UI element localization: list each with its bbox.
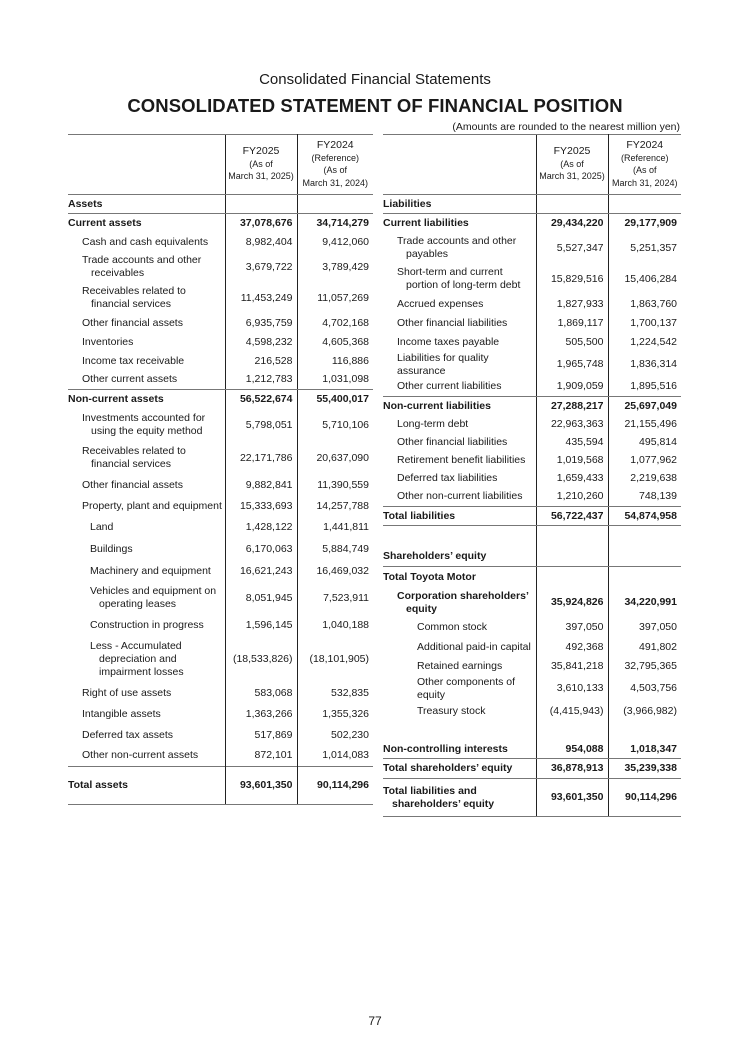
value-fy2025: 1,965,748 (536, 352, 608, 378)
value-fy2025: 954,088 (536, 741, 608, 759)
value-fy2025: 1,827,933 (536, 295, 608, 314)
sub-item-row (68, 561, 373, 582)
liabilities-equity-table (383, 134, 681, 817)
section-label: Liabilities (383, 195, 536, 214)
row-label: Less - Accumulated depreciation and impairment losses (90, 640, 184, 678)
row-label: Other financial assets (82, 478, 183, 491)
line-item-row (68, 496, 373, 517)
line-item-row (383, 333, 681, 352)
total-row (383, 759, 681, 779)
row-label: Other current assets (68, 371, 225, 390)
value-fy2024: (18,101,905) (309, 653, 369, 665)
units-note: (Amounts are rounded to the nearest million yen) (452, 121, 680, 133)
value-fy2025: 435,594 (536, 434, 608, 452)
value-fy2024: 1,895,516 (608, 378, 681, 397)
value-fy2024: 54,874,958 (608, 507, 681, 526)
spacer-row (383, 721, 681, 741)
row-label: Buildings (90, 543, 133, 555)
row-label: Receivables related to financial services (82, 285, 186, 310)
value-fy2025: 3,610,133 (536, 676, 608, 702)
value-fy2025: 37,078,676 (225, 214, 297, 233)
sub-item-row (68, 539, 373, 561)
row-label: Inventories (82, 335, 134, 348)
section-row (383, 195, 681, 214)
column-header-fy2024: FY2024 (Reference) (As of March 31, 2024) (608, 135, 681, 195)
value-fy2024: 34,220,991 (624, 596, 677, 608)
row-label: Non-controlling interests (383, 741, 536, 759)
value-fy2024: 116,886 (331, 354, 369, 367)
value-fy2024: 21,155,496 (624, 418, 677, 430)
value-fy2025: 1,909,059 (536, 378, 608, 397)
line-item-row (383, 488, 681, 507)
sub-item-row (383, 618, 681, 638)
row-label: Receivables related to financial services (82, 445, 186, 470)
line-item-row (68, 283, 373, 314)
row-label: Retirement benefit liabilities (397, 454, 526, 466)
line-item-row (383, 295, 681, 314)
value-fy2025: 11,453,249 (225, 283, 297, 314)
row-label: Right of use assets (82, 686, 172, 699)
row-label: Current assets (68, 216, 142, 229)
value-fy2024: 1,031,098 (297, 371, 373, 390)
line-item-row (383, 314, 681, 333)
value-fy2024: 5,710,106 (322, 418, 369, 431)
value-fy2025: 35,841,218 (536, 657, 608, 676)
value-fy2024: 502,230 (331, 728, 369, 741)
row-label: Short-term and current portion of long-term debt (397, 266, 521, 291)
value-fy2024: 491,802 (639, 640, 677, 653)
line-item-row (68, 746, 373, 767)
value-fy2025: 1,596,145 (225, 615, 297, 637)
row-label: Other non-current liabilities (383, 488, 536, 507)
subtotal-row (383, 741, 681, 759)
value-fy2025: 27,288,217 (536, 397, 608, 416)
row-label: Land (90, 521, 114, 533)
row-label: Property, plant and equipment (82, 499, 222, 512)
value-fy2024: 1,014,083 (322, 749, 369, 762)
column-header-fy2025: FY2025 (As of March 31, 2025) (225, 135, 297, 195)
value-fy2024: (3,966,982) (623, 704, 677, 717)
value-fy2024: 4,605,368 (322, 335, 369, 348)
value-fy2024: 90,114,296 (297, 767, 373, 805)
row-label: Long-term debt (397, 418, 469, 430)
value-fy2025: 6,170,063 (225, 539, 297, 561)
sub-item-row (68, 615, 373, 637)
value-fy2025: 36,878,913 (536, 759, 608, 779)
value-fy2024: 11,057,269 (317, 291, 369, 304)
line-item-row (68, 233, 373, 252)
subtotal-row (68, 214, 373, 233)
value-fy2024: 1,018,347 (608, 741, 681, 759)
value-fy2025: 22,171,786 (225, 442, 297, 475)
sub-item-row (383, 657, 681, 676)
value-fy2024: 5,251,357 (630, 241, 677, 254)
value-fy2024: 4,503,756 (630, 682, 677, 694)
line-item-row (68, 371, 373, 390)
value-fy2024: 532,835 (331, 686, 369, 699)
value-fy2024: 32,795,365 (624, 659, 677, 672)
row-label: Cash and cash equivalents (82, 235, 209, 248)
line-item-row (68, 475, 373, 496)
value-fy2024: 4,702,168 (322, 316, 369, 329)
line-item-row (383, 470, 681, 488)
value-fy2025: 5,527,347 (536, 233, 608, 264)
line-item-row (68, 314, 373, 333)
row-label: Machinery and equipment (90, 564, 211, 577)
line-item-row (68, 333, 373, 352)
row-label: Total assets (68, 767, 225, 805)
subtotal-row (383, 397, 681, 416)
value-fy2024: 748,139 (608, 488, 681, 507)
value-fy2024: 7,523,911 (323, 591, 369, 604)
value-fy2025: 1,363,266 (225, 704, 297, 725)
line-item-row (68, 352, 373, 371)
value-fy2025: 29,434,220 (536, 214, 608, 233)
value-fy2025: 216,528 (225, 352, 297, 371)
line-item-row (68, 252, 373, 283)
value-fy2024: 5,884,749 (322, 543, 369, 555)
line-item-row (68, 442, 373, 475)
row-label: Accrued expenses (397, 297, 484, 310)
value-fy2024: 25,697,049 (624, 399, 677, 412)
row-label: Total Toyota Motor (383, 570, 476, 583)
row-label: Trade accounts and other receivables (82, 254, 202, 279)
value-fy2024: 1,077,962 (630, 454, 677, 466)
sub-item-row (68, 582, 373, 615)
row-label: Non-current liabilities (383, 399, 491, 412)
sub-item-row (68, 517, 373, 539)
line-item-row (68, 683, 373, 704)
row-label: Intangible assets (82, 707, 161, 720)
value-fy2024: 14,257,788 (316, 499, 369, 512)
value-fy2024: 3,789,429 (322, 260, 369, 273)
header-blank (68, 135, 225, 195)
sub-item-row (383, 676, 681, 702)
row-label: Non-current assets (68, 392, 164, 405)
row-label: Additional paid-in capital (417, 640, 531, 653)
value-fy2024: 34,714,279 (316, 216, 369, 229)
row-label: Other financial liabilities (397, 316, 508, 329)
section-row (68, 195, 373, 214)
value-fy2025: 505,500 (536, 333, 608, 352)
line-item-row (383, 434, 681, 452)
row-label: Income taxes payable (397, 335, 500, 348)
group-heading-row (383, 567, 681, 588)
row-label: Trade accounts and other payables (397, 235, 517, 260)
sub-item-row (383, 638, 681, 657)
row-label: Common stock (417, 621, 488, 633)
line-item-row (383, 378, 681, 397)
sub-item-row (383, 702, 681, 721)
row-label: Deferred tax assets (82, 728, 174, 741)
value-fy2025: 1,212,783 (225, 371, 297, 390)
line-item-row (383, 352, 681, 378)
value-fy2024: 1,700,137 (630, 316, 677, 329)
total-row (68, 767, 373, 805)
value-fy2024: 11,390,559 (317, 478, 369, 491)
page-number: 77 (368, 1014, 382, 1028)
value-fy2025: 3,679,722 (225, 252, 297, 283)
row-label: Treasury stock (417, 704, 486, 717)
row-label: Investments accounted for using the equity method (82, 412, 206, 437)
value-fy2025: (18,533,826) (225, 637, 297, 683)
value-fy2024: 29,177,909 (624, 216, 677, 229)
row-label: Vehicles and equipment on operating leases (90, 585, 217, 610)
value-fy2024: 2,219,638 (630, 472, 677, 484)
row-label: Construction in progress (90, 619, 204, 631)
value-fy2024: 495,814 (639, 436, 677, 448)
row-label: Total liabilities (383, 507, 536, 526)
sub-item-row (68, 637, 373, 683)
value-fy2025: 9,882,841 (225, 475, 297, 496)
section-label: Shareholders’ equity (383, 550, 536, 567)
value-fy2025: 22,963,363 (536, 416, 608, 434)
row-label: Total liabilities and shareholders’ equity (383, 779, 536, 817)
line-item-row (68, 704, 373, 725)
row-label: Other non-current assets (82, 749, 199, 762)
value-fy2025: 492,368 (536, 638, 608, 657)
value-fy2024: 20,637,090 (316, 451, 369, 464)
value-fy2025: 1,210,260 (536, 488, 608, 507)
subtotal-row (383, 588, 681, 618)
section-row (383, 550, 681, 567)
value-fy2024: 1,441,811 (323, 521, 369, 533)
value-fy2025: 8,051,945 (225, 582, 297, 615)
line-item-row (383, 416, 681, 434)
header-blank (383, 135, 536, 195)
line-item-row (68, 409, 373, 442)
value-fy2025: 8,982,404 (225, 233, 297, 252)
subtotal-row (68, 390, 373, 409)
value-fy2024: 16,469,032 (316, 564, 369, 577)
row-label: Other components of equity (417, 675, 516, 701)
spacer-row (383, 526, 681, 550)
value-fy2025: 93,601,350 (225, 767, 297, 805)
line-item-row (68, 725, 373, 746)
value-fy2025: (4,415,943) (536, 702, 608, 721)
value-fy2025: 16,621,243 (225, 561, 297, 582)
value-fy2025: 1,659,433 (536, 470, 608, 488)
subtotal-row (383, 214, 681, 233)
line-item-row (383, 452, 681, 470)
value-fy2025: 56,722,437 (536, 507, 608, 526)
value-fy2024: 90,114,296 (608, 779, 681, 817)
value-fy2025: 1,869,117 (536, 314, 608, 333)
total-row (383, 507, 681, 526)
row-label: Other current liabilities (383, 378, 536, 397)
document-section-title: Consolidated Financial Statements (259, 71, 491, 88)
value-fy2024: 35,239,338 (608, 759, 681, 779)
grand-total-row (383, 779, 681, 817)
value-fy2024: 55,400,017 (316, 392, 369, 405)
row-label: Corporation shareholders’ equity (397, 589, 529, 615)
line-item-row (383, 264, 681, 295)
value-fy2025: 1,428,122 (225, 517, 297, 539)
value-fy2025: 5,798,051 (225, 409, 297, 442)
row-label: Total shareholders’ equity (383, 759, 536, 779)
value-fy2025: 6,935,759 (225, 314, 297, 333)
value-fy2024: 9,412,060 (322, 235, 369, 248)
value-fy2024: 397,050 (639, 621, 677, 633)
row-label: Retained earnings (417, 659, 503, 672)
row-label: Other financial liabilities (397, 436, 508, 448)
value-fy2025: 93,601,350 (536, 779, 608, 817)
value-fy2025: 15,829,516 (536, 264, 608, 295)
value-fy2025: 397,050 (536, 618, 608, 638)
column-header-fy2025: FY2025 (As of March 31, 2025) (536, 135, 608, 195)
value-fy2024: 1,836,314 (630, 358, 677, 370)
column-header-fy2024: FY2024 (Reference) (As of March 31, 2024) (297, 135, 373, 195)
value-fy2025: 1,019,568 (536, 452, 608, 470)
row-label: Liabilities for quality assurance (397, 351, 489, 377)
value-fy2025: 15,333,693 (225, 496, 297, 517)
value-fy2025: 517,869 (225, 725, 297, 746)
value-fy2025: 35,924,826 (536, 588, 608, 618)
row-label: Deferred tax liabilities (397, 472, 498, 484)
row-label: Other financial assets (82, 316, 183, 329)
row-label: Current liabilities (383, 216, 469, 229)
table-header-row (383, 135, 681, 195)
value-fy2025: 583,068 (225, 683, 297, 704)
value-fy2024: 1,224,542 (630, 335, 677, 348)
section-label: Assets (68, 195, 225, 214)
statement-title: CONSOLIDATED STATEMENT OF FINANCIAL POSITION (127, 95, 623, 116)
value-fy2024: 1,863,760 (630, 297, 677, 310)
value-fy2024: 1,355,326 (322, 707, 369, 720)
line-item-row (383, 233, 681, 264)
assets-table (68, 134, 373, 805)
row-label: Income tax receivable (82, 354, 185, 367)
value-fy2025: 4,598,232 (225, 333, 297, 352)
value-fy2025: 56,522,674 (225, 390, 297, 409)
table-header-row (68, 135, 373, 195)
value-fy2024: 15,406,284 (624, 272, 677, 285)
value-fy2024: 1,040,188 (322, 619, 369, 631)
value-fy2025: 872,101 (225, 746, 297, 767)
